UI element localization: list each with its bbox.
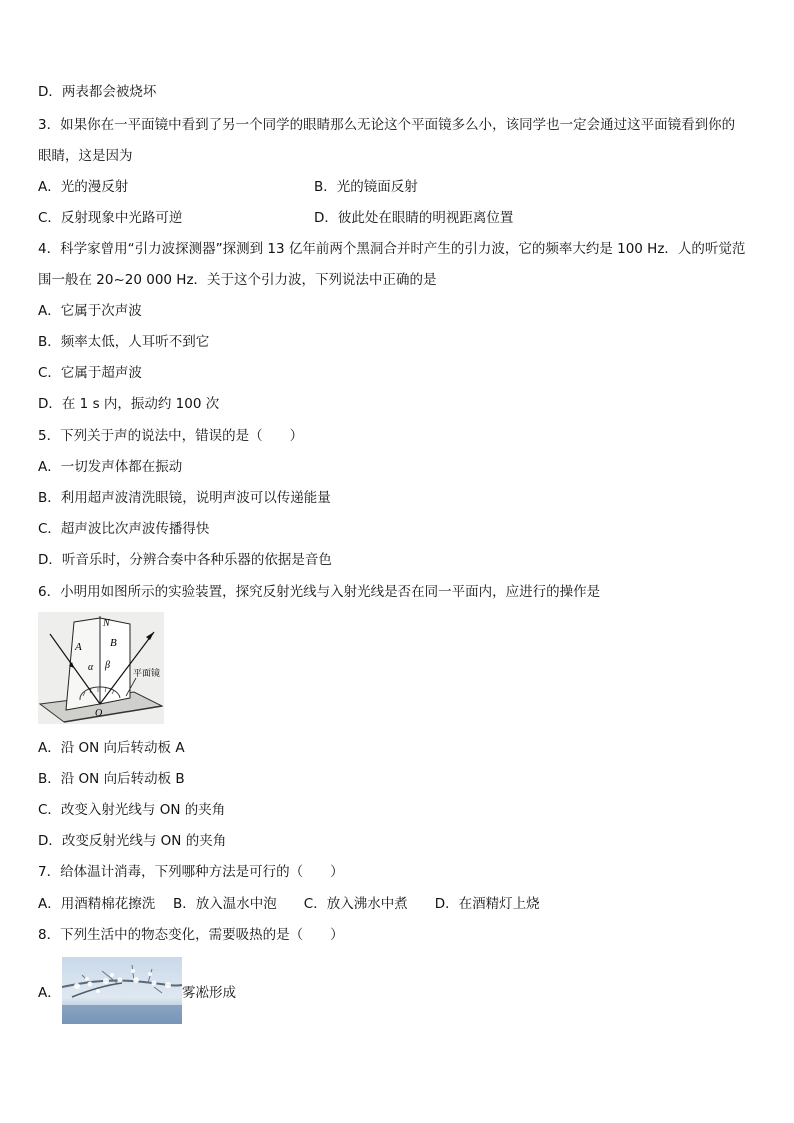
q6-option-a: A．沿 ON 向后转动板 A [38,740,185,756]
q5-option-b: B．利用超声波清洗眼镜，说明声波可以传递能量 [38,490,331,506]
q3-option-b: B．光的镜面反射 [314,179,418,195]
reflection-experiment-figure [38,612,164,724]
q3-option-a: A．光的漫反射 [38,179,129,195]
label-b: B [110,637,117,649]
q5-option-d: D．听音乐时，分辨合奏中各种乐器的依据是音色 [38,552,332,568]
rime-photo [62,957,182,1024]
q4-option-a: A．它属于次声波 [38,303,142,319]
label-beta: β [105,660,110,671]
q8-option-a-text: 雾凇形成 [182,985,236,1001]
q4-option-b: B．频率太低，人耳听不到它 [38,334,210,350]
q3-option-d: D．彼此处在眼睛的明视距离位置 [314,210,514,226]
q7-options: A．用酒精棉花擦洗 B．放入温水中泡 C．放入沸水中煮 D．在酒精灯上烧 [38,896,540,912]
q5-option-a: A．一切发声体都在振动 [38,459,183,475]
q6-option-c: C．改变入射光线与 ON 的夹角 [38,802,226,818]
q8-stem: 8．下列生活中的物态变化，需要吸热的是（ ） [38,927,344,943]
q4-stem-line1: 4．科学家曾用“引力波探测器”探测到 13 亿年前两个黑洞合并时产生的引力波，它的频率大约是 100 Hz．人的听觉范 [38,241,746,257]
label-mirror: 平面镜 [133,669,161,679]
label-o: O [95,708,103,719]
q3-stem-line1: 3．如果你在一平面镜中看到了另一个同学的眼睛那么无论这个平面镜多么小，该同学也一定会通过这平面镜看到你的 [38,117,736,133]
label-a: A [75,641,82,653]
q4-option-c: C．它属于超声波 [38,365,142,381]
q4-stem-line2: 围一般在 20~20 000 Hz．关于这个引力波，下列说法中正确的是 [38,272,437,288]
q6-stem: 6．小明用如图所示的实验装置，探究反射光线与入射光线是否在同一平面内，应进行的操作是 [38,584,601,600]
q6-option-b: B．沿 ON 向后转动板 B [38,771,185,787]
q3-stem-line2: 眼睛，这是因为 [38,148,133,164]
label-n: N [103,618,110,629]
q8-option-a-prefix: A． [38,985,61,1001]
q2-option-d: D．两表都会被烧坏 [38,84,157,100]
q4-option-d: D．在 1 s 内，振动约 100 次 [38,396,220,412]
q5-stem: 5．下列关于声的说法中，错误的是（ ） [38,428,304,444]
label-alpha: α [88,662,94,673]
q6-option-d: D．改变反射光线与 ON 的夹角 [38,833,227,849]
q7-stem: 7．给体温计消毒，下列哪种方法是可行的（ ） [38,864,344,880]
q3-option-c: C．反射现象中光路可逆 [38,210,183,226]
q5-option-c: C．超声波比次声波传播得快 [38,521,210,537]
